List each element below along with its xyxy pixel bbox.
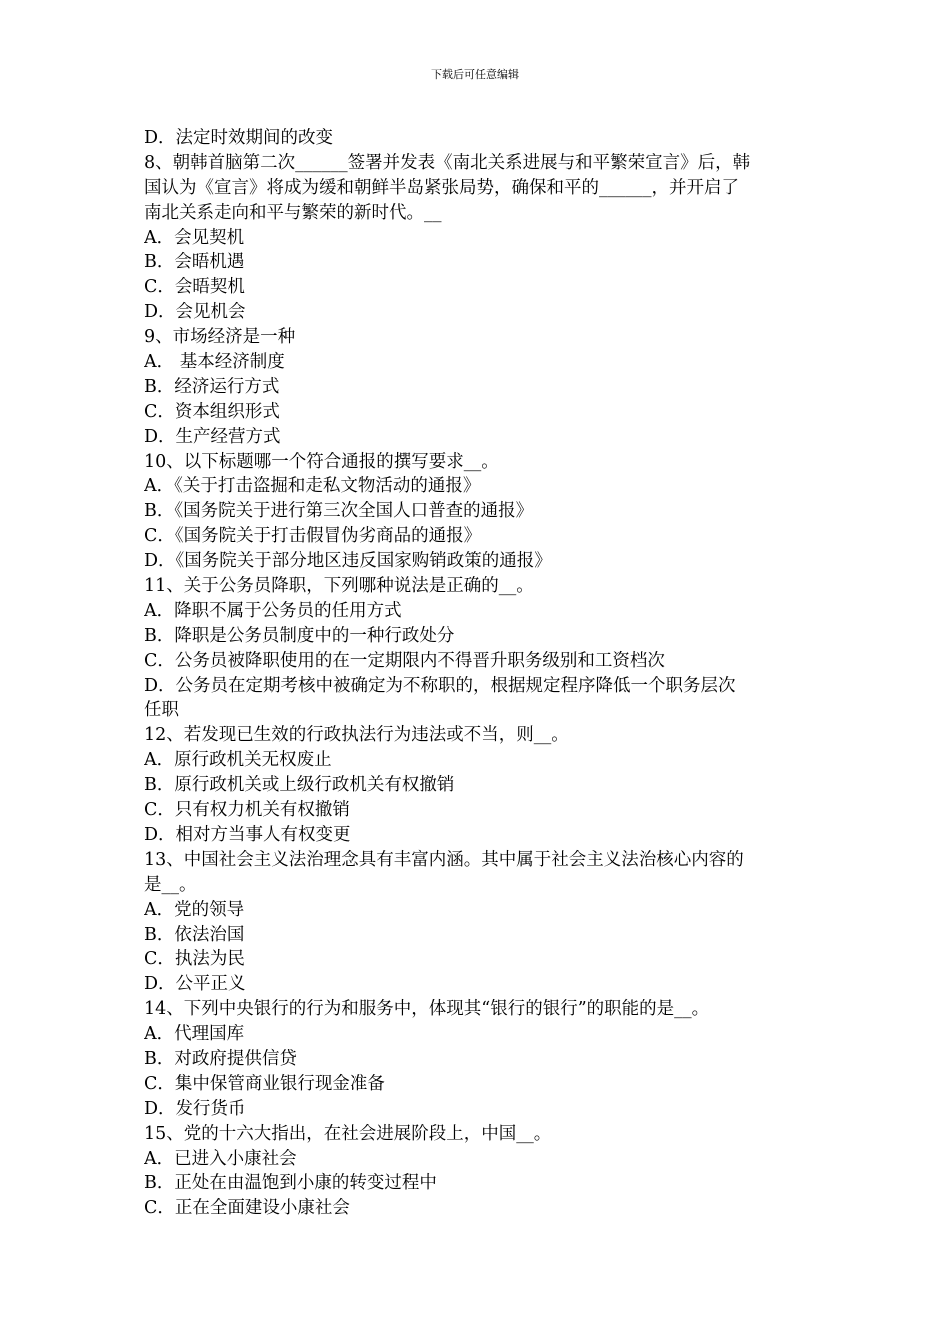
option-line: A．降职不属于公务员的任用方式 bbox=[144, 600, 402, 621]
option-line: B．《国务院关于进行第三次全国人口普查的通报》 bbox=[144, 501, 534, 522]
option-line: A．代理国库 bbox=[144, 1024, 245, 1045]
option-line: C．公务员被降职使用的在一定期限内不得晋升职务级别和工资档次 bbox=[144, 650, 665, 671]
page-header: 下载后可任意编辑 bbox=[431, 68, 519, 81]
option-line: A． 基本经济制度 bbox=[144, 352, 285, 373]
option-line: B．会晤机遇 bbox=[144, 252, 245, 273]
option-line: 任职 bbox=[144, 700, 179, 721]
option-line: C．集中保管商业银行现金准备 bbox=[144, 1073, 385, 1094]
option-line: B．经济运行方式 bbox=[144, 376, 280, 397]
option-line: B．原行政机关或上级行政机关有权撤销 bbox=[144, 775, 455, 796]
question-line: 8、朝韩首脑第二次______签署并发表《南北关系进展与和平繁荣宣言》后，韩 bbox=[144, 152, 751, 173]
question-line: 是__。 bbox=[144, 874, 197, 895]
question-line: 10、以下标题哪一个符合通报的撰写要求__。 bbox=[144, 451, 499, 472]
option-line: D．法定时效期间的改变 bbox=[144, 128, 334, 148]
option-line: D．公平正义 bbox=[144, 974, 246, 995]
question-line: 12、若发现已生效的行政执法行为违法或不当，则__。 bbox=[144, 725, 569, 746]
option-line: D．发行货币 bbox=[144, 1098, 246, 1119]
option-line: A．《关于打击盗掘和走私文物活动的通报》 bbox=[144, 476, 481, 497]
option-line: C．正在全面建设小康社会 bbox=[144, 1198, 350, 1219]
option-line: B．依法治国 bbox=[144, 924, 245, 945]
document-body bbox=[144, 126, 812, 1221]
option-line: C．资本组织形式 bbox=[144, 401, 280, 422]
option-line: B．对政府提供信贷 bbox=[144, 1048, 297, 1069]
option-line: C．《国务院关于打击假冒伪劣商品的通报》 bbox=[144, 526, 482, 547]
option-line: C．只有权力机关有权撤销 bbox=[144, 800, 350, 821]
option-line: D．《国务院关于部分地区违反国家购销政策的通报》 bbox=[144, 551, 552, 572]
question-line: 11、关于公务员降职，下列哪种说法是正确的__。 bbox=[144, 576, 534, 597]
question-line: 9、市场经济是一种 bbox=[144, 327, 296, 348]
question-line: 15、党的十六大指出，在社会进展阶段上，中国__。 bbox=[144, 1123, 552, 1144]
option-line: C．会晤契机 bbox=[144, 277, 245, 298]
option-line: B．降职是公务员制度中的一种行政处分 bbox=[144, 625, 455, 646]
question-line: 南北关系走向和平与繁荣的新时代。__ bbox=[144, 202, 442, 223]
question-line: 14、下列中央银行的行为和服务中，体现其“银行的银行”的职能的是__。 bbox=[144, 999, 710, 1020]
option-line: A．会见契机 bbox=[144, 227, 245, 248]
option-line: C．执法为民 bbox=[144, 949, 245, 970]
option-line: D．公务员在定期考核中被确定为不称职的，根据规定程序降低一个职务层次 bbox=[144, 675, 736, 696]
option-line: D．生产经营方式 bbox=[144, 426, 281, 447]
option-line: D．相对方当事人有权变更 bbox=[144, 824, 351, 845]
option-line: A．已进入小康社会 bbox=[144, 1148, 297, 1169]
question-line: 国认为《宣言》将成为缓和朝鲜半岛紧张局势，确保和平的______，并开启了 bbox=[144, 177, 739, 198]
option-line: A．原行政机关无权废止 bbox=[144, 750, 332, 771]
question-line: 13、中国社会主义法治理念具有丰富内涵。其中属于社会主义法治核心内容的 bbox=[144, 849, 744, 870]
option-line: D．会见机会 bbox=[144, 302, 246, 323]
option-line: B．正处在由温饱到小康的转变过程中 bbox=[144, 1173, 437, 1194]
option-line: A．党的领导 bbox=[144, 899, 245, 920]
